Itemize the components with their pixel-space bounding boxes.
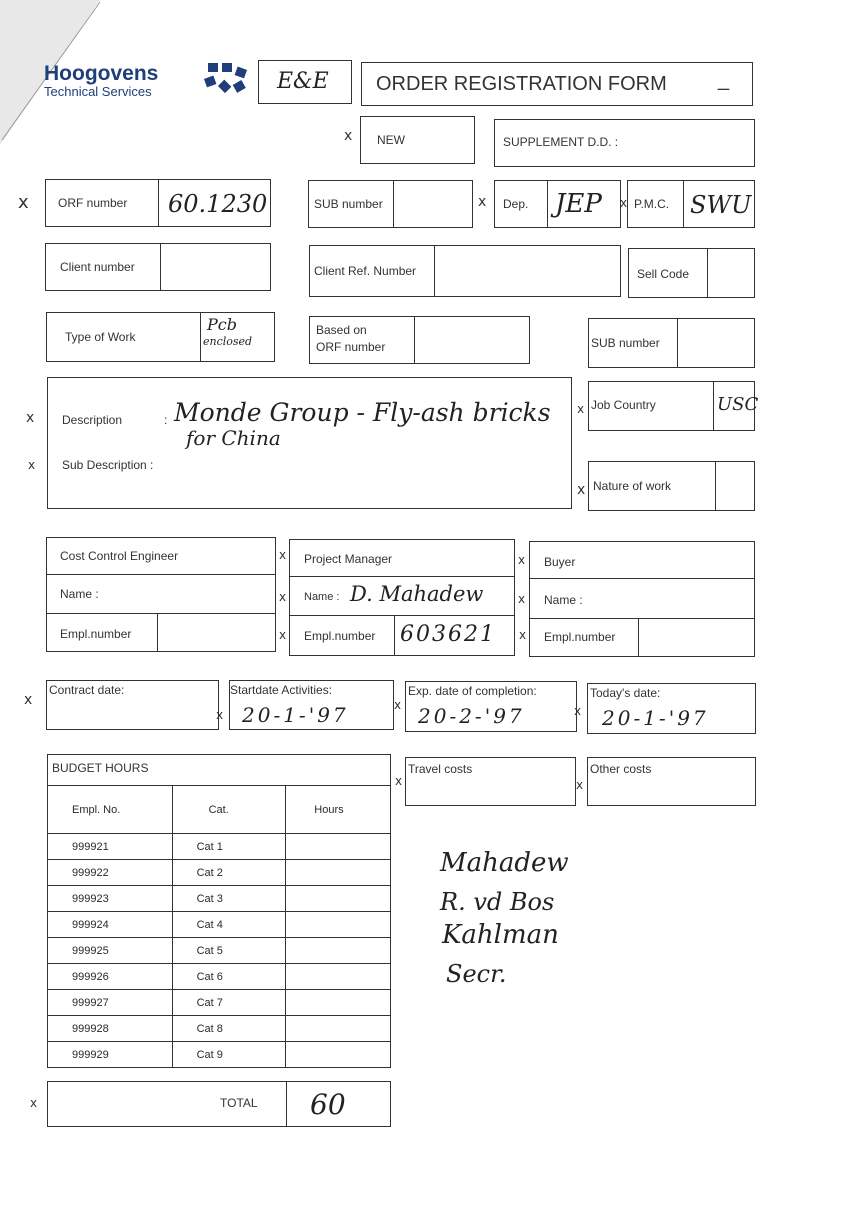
sub-number-2-label: SUB number <box>591 336 660 350</box>
x-mark: x <box>576 778 584 792</box>
buyer-box <box>529 541 755 657</box>
todays-date-value: 20-1-'97 <box>602 706 709 730</box>
x-mark: x <box>279 548 287 562</box>
startdate-label: Startdate Activities: <box>230 683 333 697</box>
pm-label: Project Manager <box>304 552 393 566</box>
sell-code-label: Sell Code <box>637 267 690 281</box>
description-value-line1: Monde Group - Fly-ash bricks <box>174 398 551 427</box>
startdate-box <box>229 680 394 730</box>
type-of-work-value-1: Pcb <box>207 315 237 334</box>
division-value: E&E <box>277 69 329 94</box>
type-of-work-box <box>46 312 275 362</box>
budget-hours-header <box>47 754 391 786</box>
form-title: ORDER REGISTRATION FORM <box>376 73 667 95</box>
description-box <box>47 377 572 509</box>
x-mark: x <box>394 698 402 712</box>
exp-date-box <box>405 681 577 732</box>
table-row: 999921 Cat 1 <box>48 834 391 860</box>
travel-costs-label: Travel costs <box>408 762 473 776</box>
based-on-label-2: ORF number <box>316 340 386 354</box>
type-of-work-label: Type of Work <box>65 330 136 344</box>
table-row: 999923 Cat 3 <box>48 886 391 912</box>
budget-table <box>47 785 391 1068</box>
form-title-dash: _ <box>718 69 730 91</box>
x-mark: x <box>279 590 287 604</box>
pm-name-value: D. Mahadew <box>350 582 484 606</box>
job-country-label: Job Country <box>591 398 656 412</box>
division-box <box>258 60 352 104</box>
todays-date-label: Today's date: <box>590 686 661 700</box>
x-mark: x <box>26 410 35 426</box>
x-mark: x <box>518 592 526 606</box>
budget-hours-title: BUDGET HOURS <box>52 761 149 775</box>
x-mark: x <box>30 1096 38 1110</box>
pmc-box <box>627 180 755 228</box>
col-hours-header: Hours <box>286 786 391 834</box>
description-colon: : <box>164 413 168 427</box>
x-mark: x <box>574 704 582 718</box>
exp-date-value: 20-2-'97 <box>418 704 525 728</box>
buyer-empl-label: Empl.number <box>544 630 616 644</box>
client-number-label: Client number <box>60 260 135 274</box>
pmc-value: SWU <box>690 191 752 219</box>
x-mark: x <box>518 553 526 567</box>
dep-box <box>494 180 621 228</box>
supplement-label: SUPPLEMENT D.D. : <box>503 135 619 149</box>
pm-empl-label: Empl.number <box>304 629 376 643</box>
pm-name-label: Name : <box>304 591 340 603</box>
x-mark: x <box>395 774 403 788</box>
new-box <box>360 116 475 164</box>
sub-number-box <box>308 180 473 228</box>
startdate-value: 20-1-'97 <box>242 703 349 727</box>
handwritten-note: Kahlman <box>442 920 559 950</box>
cost-control-box <box>46 537 276 652</box>
table-header-row <box>48 786 391 834</box>
total-label: TOTAL <box>220 1096 258 1110</box>
handwritten-note: Mahadew <box>440 848 569 878</box>
handwritten-note: Secr. <box>446 960 507 988</box>
cce-empl-label: Empl.number <box>60 627 132 641</box>
logo-emblem-icon <box>202 60 250 100</box>
supplement-box <box>494 119 755 167</box>
x-mark: x <box>279 628 287 642</box>
x-mark: x <box>28 458 36 472</box>
based-on-label-1: Based on <box>316 323 367 337</box>
x-mark: x <box>344 128 353 144</box>
table-row: 999928 Cat 8 <box>48 1016 391 1042</box>
cce-name-label: Name : <box>60 587 99 601</box>
nature-of-work-box <box>588 461 755 511</box>
sub-description-label: Sub Description : <box>62 458 154 472</box>
col-empl-header: Empl. No. <box>48 786 173 834</box>
description-label: Description <box>62 413 123 427</box>
x-mark: x <box>519 628 527 642</box>
travel-costs-box <box>405 757 576 806</box>
total-row <box>47 1081 391 1127</box>
nature-of-work-label: Nature of work <box>593 479 672 493</box>
description-value-line2: for China <box>186 426 281 450</box>
contract-date-box <box>46 680 219 730</box>
x-mark: x <box>620 196 628 210</box>
pmc-label: P.M.C. <box>634 197 670 211</box>
client-ref-box <box>309 245 621 297</box>
job-country-box <box>588 381 759 431</box>
contract-date-label: Contract date: <box>49 683 125 697</box>
type-of-work-value-2: enclosed <box>203 335 253 348</box>
x-mark: x <box>577 402 585 416</box>
based-on-box <box>309 316 530 364</box>
x-mark: x <box>216 708 224 722</box>
table-row: 999924 Cat 4 <box>48 912 391 938</box>
pm-empl-value: 603621 <box>400 622 496 647</box>
client-number-box <box>45 243 271 291</box>
dep-value: JEP <box>555 189 602 219</box>
x-mark: x <box>24 692 33 708</box>
orf-number-label: ORF number <box>58 196 128 210</box>
table-row: 999925 Cat 5 <box>48 938 391 964</box>
dep-label: Dep. <box>503 197 529 211</box>
other-costs-label: Other costs <box>590 762 652 776</box>
company-name: Hoogovens <box>44 62 159 85</box>
x-mark: x <box>577 482 586 498</box>
x-mark: x <box>478 194 487 210</box>
sub-number-2-box <box>588 318 755 368</box>
buyer-label: Buyer <box>544 555 576 569</box>
table-row: 999922 Cat 2 <box>48 860 391 886</box>
orf-number-value: 60.1230 <box>168 190 268 218</box>
sell-code-box <box>628 248 755 298</box>
client-ref-label: Client Ref. Number <box>314 264 417 278</box>
new-label: NEW <box>377 133 405 147</box>
table-row: 999927 Cat 7 <box>48 990 391 1016</box>
project-manager-box <box>289 539 515 656</box>
exp-date-label: Exp. date of completion: <box>408 684 537 698</box>
x-mark: x <box>18 192 29 213</box>
handwritten-note: R. vd Bos <box>440 888 555 916</box>
job-country-value: USC <box>717 394 759 415</box>
sub-number-label: SUB number <box>314 197 383 211</box>
other-costs-box <box>587 757 756 806</box>
form-title-box <box>361 62 753 106</box>
buyer-name-label: Name : <box>544 593 583 607</box>
company-subtitle: Technical Services <box>44 84 152 99</box>
orf-number-box <box>45 179 271 227</box>
table-row: 999929 Cat 9 <box>48 1042 391 1068</box>
todays-date-box <box>587 683 756 734</box>
company-logo <box>44 60 254 104</box>
cce-label: Cost Control Engineer <box>60 549 179 563</box>
total-value: 60 <box>310 1088 346 1121</box>
col-cat-header: Cat. <box>172 786 286 834</box>
table-row: 999926 Cat 6 <box>48 964 391 990</box>
